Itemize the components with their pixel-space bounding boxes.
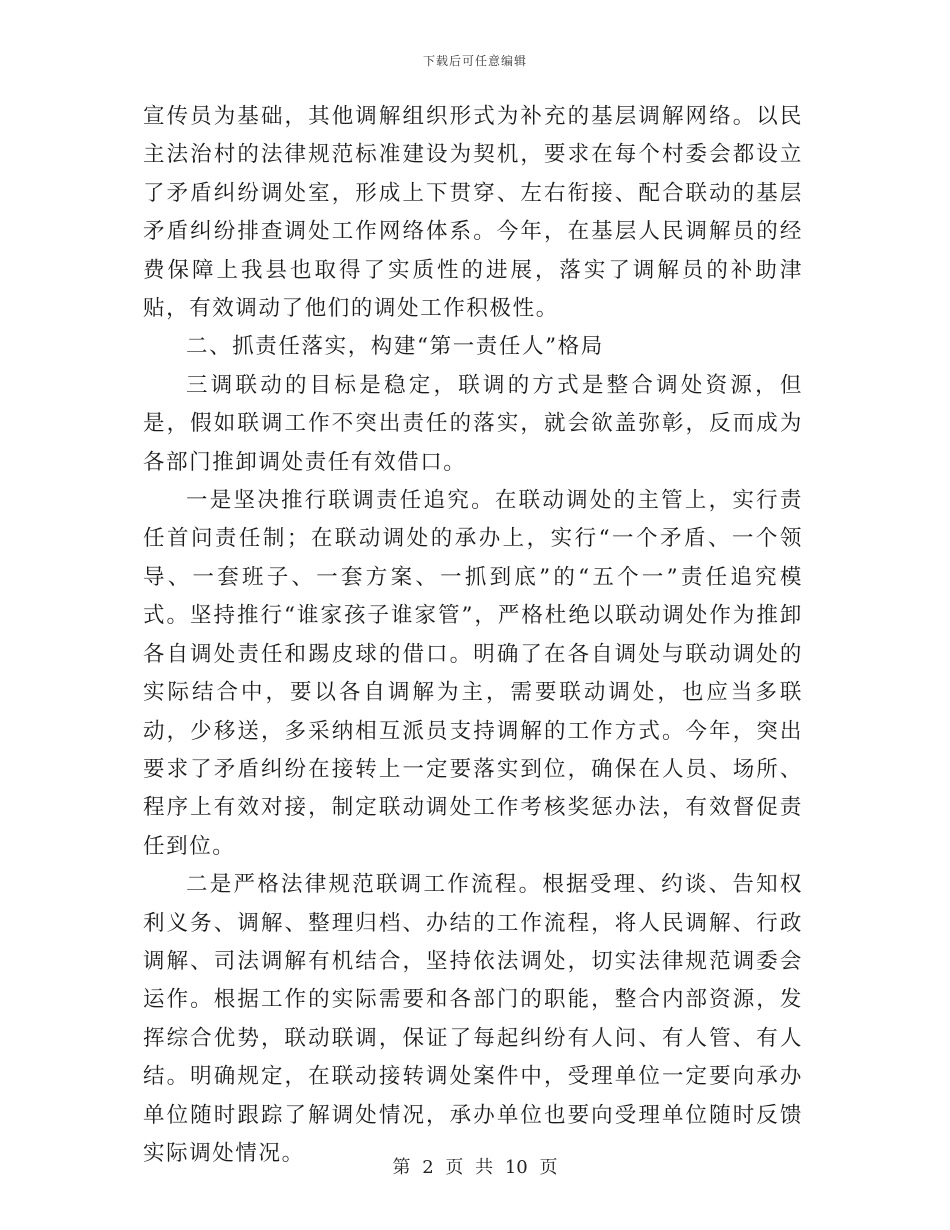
paragraph-continuation: 宣传员为基础，其他调解组织形式为补充的基层调解网络。以民主法治村的法律规范标准建设为契机，要求在每个村委会都设立了矛盾纠纷调处室，形成上下贯穿、左右衔接、配合联动的基层矛盾纠纷排查调处工作网络体系。今年，在基层人民调解员的经费保障上我县也取得了实质性的进展，落实了调解员的补助津贴，有效调动了他们的调处工作积极性。 bbox=[143, 104, 803, 322]
page-number: 第 2 页 共 10 页 bbox=[392, 1157, 558, 1178]
section-heading: 二、抓责任落实，构建“第一责任人”格局 bbox=[186, 334, 604, 360]
document-body bbox=[143, 98, 803, 1173]
paragraph-goal: 三调联动的目标是稳定，联调的方式是整合调处资源，但是，假如联调工作不突出责任的落实，就会欲盖弥彰，反而成为各部门推卸调处责任有效借口。 bbox=[143, 372, 803, 475]
page-header-note: 下载后可任意编辑 bbox=[422, 54, 527, 68]
paragraph-responsibility: 一是坚决推行联调责任追究。在联动调处的主管上，实行责任首问责任制；在联动调处的承办上，实行“一个矛盾、一个领导、一套班子、一套方案、一抓到底”的“五个一”责任追究模式。坚持推行“谁家孩子谁家管”，严格杜绝以联动调处作为推卸各自调处责任和踢皮球的借口。明确了在各自调处与联动调处的实际结合中，要以各自调解为主，需要联动调处，也应当多联动，少移送，多采纳相互派员支持调解的工作方式。今年，突出要求了矛盾纠纷在接转上一定要落实到位，确保在人员、场所、程序上有效对接，制定联动调处工作考核奖惩办法，有效督促责任到位。 bbox=[143, 488, 803, 859]
paragraph-workflow: 二是严格法律规范联调工作流程。根据受理、约谈、告知权利义务、调解、整理归档、办结的工作流程，将人民调解、行政调解、司法调解有机结合，坚持依法调处，切实法律规范调委会运作。根据工作的实际需要和各部门的职能，整合内部资源，发挥综合优势，联动联调，保证了每起纠纷有人问、有人管、有人结。明确规定，在联动接转调处案件中，受理单位一定要向承办单位随时跟踪了解调处情况，承办单位也要向受理单位随时反馈实际调处情况。 bbox=[143, 872, 803, 1166]
